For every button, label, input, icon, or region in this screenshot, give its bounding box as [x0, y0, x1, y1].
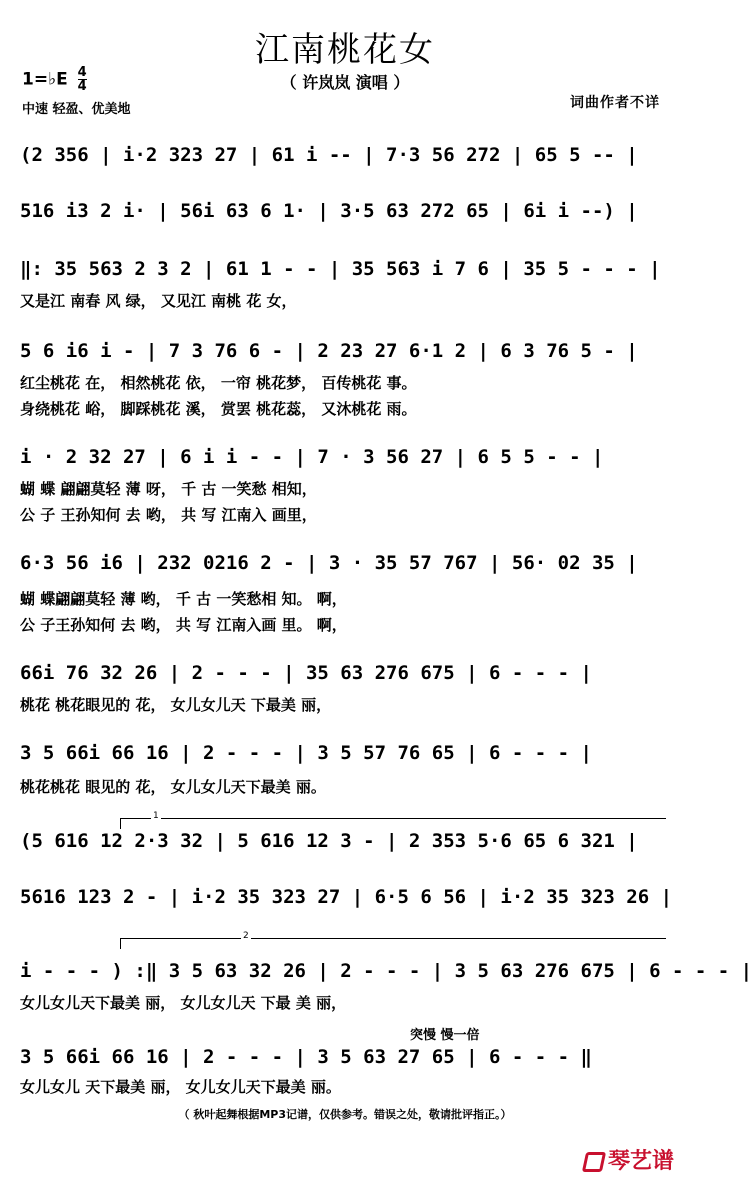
site-logo [584, 1144, 674, 1175]
notation-line: 6·3 56 i6 | 232 0216 2 - | 3 · 35 57 767 | 56· 02 35 | [20, 552, 638, 574]
lyric-line-1: 蝴 蝶翩翩莫轻 薄 哟， 千 古 一笑愁相 知。 啊， [20, 590, 347, 608]
lyric-line-1: 女儿女儿天下最美 丽， 女儿女儿天 下最 美 丽， [20, 994, 347, 1012]
singer-credit: （ 许岚岚 演唱 ） [280, 73, 410, 92]
volta-number: 1 [153, 811, 159, 821]
notation-line: i · 2 32 27 | 6 i i - - | 7 · 3 56 27 | 6 5 5 - - | [20, 446, 604, 468]
transcription-note: （ 秋叶起舞根据MP3记谱，仅供参考。错误之处，敬请批评指正。） [178, 1108, 512, 1121]
volta-number: 2 [243, 931, 249, 941]
lyric-line-1: 桃花桃花 眼见的 花， 女儿女儿天下最美 丽。 [20, 778, 326, 796]
notation-line: (5 616 12 2·3 32 | 5 616 12 3 - | 2 353 5·6 65 6 321 | [20, 830, 638, 852]
notation-line: 5616 123 2 - | i·2 35 323 27 | 6·5 6 56 | i·2 35 323 26 | [20, 886, 673, 908]
notation-line: i - - - ) :‖ 3 5 63 32 26 | 2 - - - | 3 5 63 276 675 | 6 - - - | [20, 960, 752, 982]
lyric-line-1: 蝴 蝶 翩翩莫轻 薄 呀， 千 古 一笑愁 相知， [20, 480, 317, 498]
lyric-line-1: 女儿女儿 天下最美 丽， 女儿女儿天下最美 丽。 [20, 1078, 341, 1096]
key-label: 1=♭E [22, 69, 68, 90]
volta-bracket-2 [120, 931, 666, 949]
notation-line: 66i 76 32 26 | 2 - - - | 35 63 276 675 | 6 - - - | [20, 662, 592, 684]
song-title: 江南桃花女 [255, 30, 435, 70]
time-signature [78, 66, 87, 93]
lyric-line-1: 桃花 桃花眼见的 花， 女儿女儿天 下最美 丽， [20, 696, 332, 714]
notation-line: (2 356 | i·2 323 27 | 61 i -- | 7·3 56 272 | 65 5 -- | [20, 144, 638, 166]
lyric-line-2: 身绕桃花 峪， 脚踩桃花 溪， 赏罢 桃花蕊， 又沐桃花 雨。 [20, 400, 417, 418]
key-signature [22, 66, 87, 93]
lyric-line-2: 公 子 王孙知何 去 哟， 共 写 江南入 画里， [20, 506, 317, 524]
notation-line: 5 6 i6 i - | 7 3 76 6 - | 2 23 27 6·1 2 | 6 3 76 5 - | [20, 340, 638, 362]
time-bottom: 4 [77, 79, 87, 94]
composer-credit: 词曲作者不详 [570, 95, 660, 111]
logo-icon [582, 1152, 606, 1172]
notation-line: 3 5 66i 66 16 | 2 - - - | 3 5 57 76 65 | 6 - - - | [20, 742, 592, 764]
notation-line: 3 5 66i 66 16 | 2 - - - | 3 5 63 27 65 | 6 - - - ‖ [20, 1046, 592, 1068]
lyric-line-2: 公 子王孙知何 去 哟， 共 写 江南入画 里。 啊， [20, 616, 347, 634]
notation-line: 516 i3 2 i· | 56i 63 6 1· | 3·5 63 272 65 | 6i i --) | [20, 200, 638, 222]
lyric-line-1: 红尘桃花 在， 相然桃花 依， 一帘 桃花梦， 百传桃花 事。 [20, 374, 417, 392]
tempo-marking: 中速 轻盈、优美地 [22, 102, 131, 117]
notation-line: ‖: 35 563 2 3 2 | 61 1 - - | 35 563 i 7 6 | 35 5 - - - | [20, 258, 661, 280]
time-top: 4 [77, 65, 87, 80]
lyric-line-1: 又是江 南春 风 绿， 又见江 南桃 花 女， [20, 292, 297, 310]
tempo-change-mark: 突慢 慢一倍 [410, 1028, 480, 1043]
volta-bracket-1 [120, 811, 666, 829]
logo-text: 琴艺谱 [607, 1149, 674, 1174]
